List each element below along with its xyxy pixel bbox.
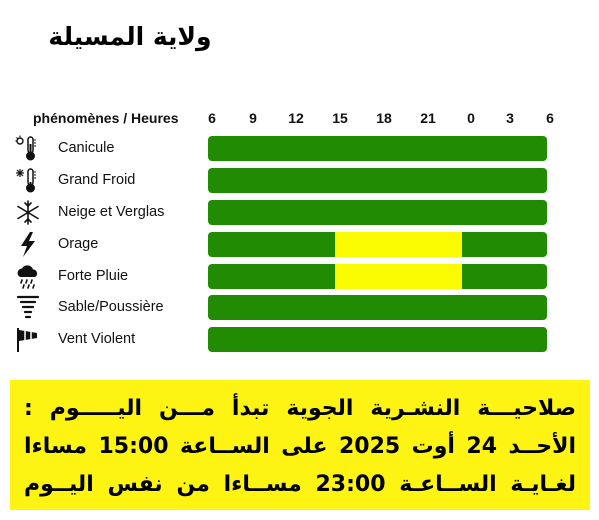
hour-tick: 21	[420, 110, 436, 126]
timeline-bar	[208, 136, 547, 161]
lightning-icon	[15, 231, 41, 258]
hour-tick: 6	[546, 110, 554, 126]
alert-segment	[335, 232, 462, 257]
phenomenon-label: Vent Violent	[58, 331, 136, 347]
timeline-bar	[208, 200, 547, 225]
validity-bulletin	[10, 380, 590, 510]
rain-cloud-icon	[15, 263, 41, 290]
hour-tick: 9	[249, 110, 257, 126]
thermometer-hot-icon	[15, 135, 41, 162]
hours-header	[0, 107, 599, 129]
phenomenon-label: Forte Pluie	[58, 268, 129, 284]
hour-tick: 6	[208, 110, 216, 126]
phenomenon-row-orage	[0, 231, 599, 258]
phenomenon-row-vent	[0, 326, 599, 353]
phenomenon-label: Canicule	[58, 140, 115, 156]
bulletin-line: لغـايـة الســاعـة 23:00 مســاءا من نفس اليــوم	[24, 472, 576, 497]
phenomenon-row-forte-pluie	[0, 263, 599, 290]
thermometer-cold-icon	[15, 167, 41, 194]
column-label: phénomènes / Heures	[33, 110, 179, 126]
bulletin-line: الأحــد 24 أوت 2025 على الســاعة 15:00 مساءا	[24, 434, 576, 459]
phenomenon-label: Grand Froid	[58, 172, 136, 188]
phenomenon-row-neige	[0, 199, 599, 226]
timeline-bar	[208, 295, 547, 320]
windsock-icon	[15, 326, 41, 353]
bulletin-line: صلاحيـــة النشـرية الجوية تبدأ مـــن اليـــــوم :	[24, 396, 576, 421]
phenomenon-row-grand-froid	[0, 167, 599, 194]
phenomenon-label: Orage	[58, 236, 99, 252]
hour-tick: 0	[467, 110, 475, 126]
hour-tick: 15	[332, 110, 348, 126]
page-title: ولاية المسيلة	[48, 22, 212, 51]
snowflake-icon	[15, 199, 41, 226]
timeline-bar	[208, 327, 547, 352]
timeline-bar	[208, 232, 547, 257]
phenomenon-label: Sable/Poussière	[58, 299, 164, 315]
phenomenon-row-sable	[0, 294, 599, 321]
phenomenon-row-canicule	[0, 135, 599, 162]
phenomenon-label: Neige et Verglas	[58, 204, 165, 220]
timeline-bar	[208, 168, 547, 193]
hour-tick: 18	[376, 110, 392, 126]
sandstorm-icon	[15, 294, 41, 321]
hour-tick: 3	[506, 110, 514, 126]
alert-segment	[335, 264, 462, 289]
timeline-bar	[208, 264, 547, 289]
hour-tick: 12	[288, 110, 304, 126]
